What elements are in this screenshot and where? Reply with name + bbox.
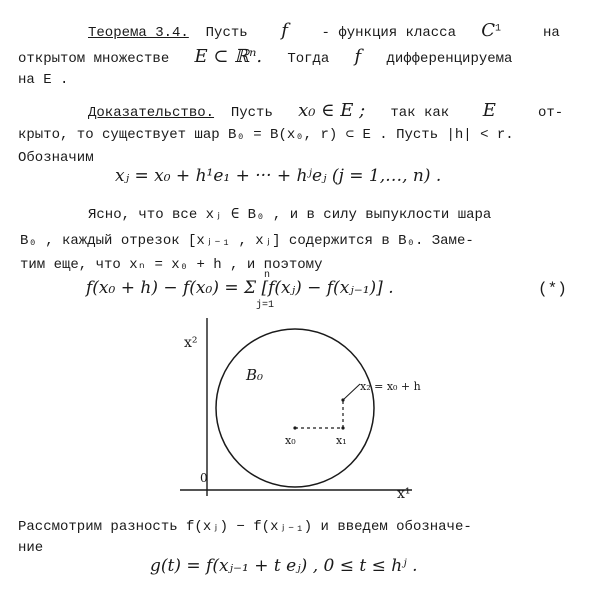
y-axis-label: x² — [184, 335, 198, 351]
point-x1 — [341, 426, 344, 429]
theorem-f2: f — [354, 46, 362, 67]
proof-text-1d: E — [482, 100, 496, 121]
theorem-text-2a: открытом множестве — [18, 51, 170, 67]
after-line-1: Рассмотрим разность f(xⱼ) − f(xⱼ₋₁) и введем обозначе- — [18, 519, 472, 535]
proof-text-1a: Пусть — [230, 105, 273, 121]
proof-line-6: тим еще, что xₙ = x₀ + h , и поэтому — [20, 257, 323, 273]
x2-label: x₂ = x₀ + h — [360, 380, 421, 393]
theorem-line-3: на E . — [18, 72, 69, 88]
theorem-text-2c: дифференцируема — [386, 51, 513, 67]
x1-label: x₁ — [336, 434, 347, 447]
origin-label: 0 — [200, 471, 208, 485]
theorem-text-1a: Пусть — [205, 25, 248, 41]
proof-title: Доказательство. — [88, 105, 215, 121]
point-x2 — [341, 398, 344, 401]
theorem-set: E ⊂ ℝⁿ. — [194, 46, 263, 67]
ball-label: B₀ — [246, 366, 264, 384]
proof-line-2: крыто, то существует шар B₀ = B(x₀, r) ⊂ E . Пусть |h| < r. — [18, 127, 514, 143]
theorem-f: f — [281, 20, 288, 41]
formula-1: xⱼ = x₀ + h¹e₁ + ··· + hʲeⱼ (j = 1,…, n) . — [115, 166, 442, 186]
formula-2-text: f(x₀ + h) − f(x₀) = Σ [f(xⱼ) − f(xⱼ₋₁)] . — [86, 278, 394, 298]
formula-2-label: (*) — [538, 280, 567, 298]
proof-line-5: B₀ , каждый отрезок [xⱼ₋₁ , xⱼ] содержится в B₀. Заме- — [20, 233, 474, 249]
proof-text-1b: x₀ ∈ E ; — [298, 100, 366, 121]
ball-circle — [216, 329, 374, 487]
point-x0 — [293, 426, 296, 429]
theorem-title: Теорема 3.4. — [88, 25, 189, 41]
proof-line-3: Обозначим — [18, 150, 94, 166]
after-line-2: ние — [18, 540, 44, 556]
formula-3: g(t) = f(xⱼ₋₁ + t eⱼ) , 0 ≤ t ≤ hʲ . — [150, 556, 418, 576]
theorem-text-1c: на — [543, 25, 560, 41]
proof-text-1c: так как — [390, 105, 450, 121]
theorem-text-1b: - функция класса — [321, 25, 456, 41]
x0-label: x₀ — [285, 434, 296, 447]
theorem-class-sup: 1 — [494, 23, 501, 35]
sum-upper-limit: n — [264, 270, 271, 281]
theorem-class: C — [481, 20, 495, 41]
x2-leader — [343, 384, 360, 400]
sum-lower-limit: j=1 — [256, 300, 275, 311]
proof-line-4: Ясно, что все xⱼ ∈ B₀ , и в силу выпуклости шара — [88, 207, 492, 223]
theorem-text-2b: Тогда — [287, 51, 330, 67]
x-axis-label: x¹ — [397, 486, 411, 502]
proof-text-1e: от- — [537, 105, 564, 121]
